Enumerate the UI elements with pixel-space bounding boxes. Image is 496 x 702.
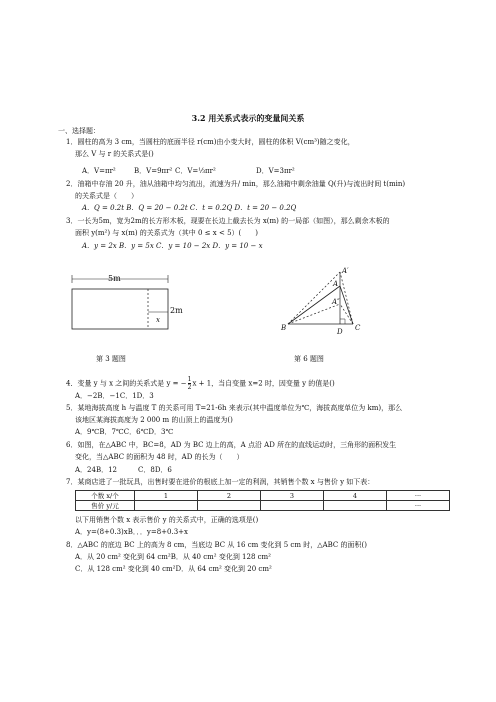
q7-table (75, 490, 450, 511)
fig3-caption: 第 3 题图 (96, 355, 126, 363)
q1-option-c: C．V=⅓πr² (175, 167, 216, 175)
q8-options-ab: A．从 20 cm² 变化到 64 cm²B．从 40 cm² 变化到 128 cm² (75, 553, 271, 561)
q5-stem: 5．某地海拔高度 h 与温度 T 的关系可用 T=21-6h 来表示(其中温度单位为℃，海拔高度单位为 km)，那么 (66, 404, 403, 412)
q3-options: A．y = 2x B．y = 5x C．y = 10 − 2x D．y = 10 − x (82, 242, 263, 250)
label-a-double-prime: A″ (332, 298, 340, 306)
q1-stem-2: 那么 V 与 r 的关系式是() (75, 150, 154, 158)
q4-frac-num: 1 (187, 376, 192, 383)
q3-stem-2: 面积 y(m²) 与 x(m) 的关系式为（其中 0 ≤ x < 5）( ) (75, 229, 258, 237)
q4-frac-den: 2 (187, 384, 192, 391)
q6-stem: 6．如图，在△ABC 中，BC=8，AD 为 BC 边上的高，A 点沿 AD 所在的直线运动时，三角形的面积发生 (66, 441, 397, 449)
label-a: A (333, 280, 339, 288)
q7-stem-2: 以下用销售个数 x 表示售价 y 的关系式中，正确的选项是() (75, 516, 259, 524)
q7-stem: 7．某商店进了一批玩具，出售时要在进价的根底上加一定的利润，其销售个数 x 与售价 y 如下表： (66, 478, 375, 486)
q1-stem: 1．圆柱的高为 3 cm，当圆柱的底面半径 r(cm)由小变大时，圆柱的体积 V(cm³)随之变化， (66, 138, 355, 146)
q7-options: A．y=(8+0.3)xB．．．y=8+0.3+x (75, 528, 188, 536)
q4-stem (66, 376, 335, 391)
q4-options: A．−2B．−1C．1D．3 (75, 392, 154, 400)
fig3-length-label: 5m (108, 274, 121, 283)
q5-stem-2: 该地区某海拔高度为 2 000 m 的山顶上的温度为() (75, 416, 233, 424)
q8-options-cd: C．从 128 cm² 变化到 40 cm²D．从 64 cm² 变化到 20 cm² (75, 565, 272, 573)
label-d: D (337, 328, 343, 336)
figure-6-triangles (278, 264, 368, 336)
q4-stem-post: x + 1，当自变量 x=2 时，因变量 y 的值是() (192, 379, 335, 388)
table-row: 售价 y/元 ··· (76, 501, 450, 511)
table-row: 个数 x/个 1 2 3 4 ··· (76, 491, 450, 501)
q1-option-b: B．V=9πr² (134, 167, 173, 175)
fig3-width-label: 2m (170, 306, 183, 315)
figure-3-rectangle (70, 264, 190, 334)
q2-stem-2: 的关系式是（ ） (75, 192, 138, 200)
q2-options: A．Q = 0.2t B．Q = 20 − 0.2t C．t = 0.2Q D．t = 20 − 0.2Q (82, 204, 297, 212)
q6-options: A．24B．12 C．8D．6 (75, 466, 172, 474)
page-title: 3.2 用关系式表示的变量间关系 (191, 113, 305, 123)
q1-option-a: A．V=πr² (82, 167, 116, 175)
q2-stem: 2．油箱中存油 20 升，油从油箱中均匀流出，流速为升/ min，那么油箱中剩余油量 Q(升)与流出时间 t(min) (66, 180, 406, 188)
q5-options: A．9℃B．7℃C．6℃D．3℃ (75, 428, 174, 436)
label-b: B (281, 324, 287, 332)
fig6-caption: 第 6 题图 (294, 355, 324, 363)
fig3-x-label: x (156, 316, 160, 324)
label-a-prime: A′ (342, 267, 349, 275)
section-heading: 一、选择题： (58, 127, 100, 135)
label-c: C (355, 324, 361, 332)
q6-stem-2: 变化，当△ABC 的面积为 48 时，AD 的长为（ ） (75, 453, 244, 461)
q3-stem: 3．一长为5m，宽为2m的长方形木板，现要在长边上截去长为 x(m) 的一局部（如图），那么剩余木板的 (66, 217, 390, 225)
q4-stem-pre: 4．变量 y 与 x 之间的关系式是 y = − (66, 379, 187, 388)
q4-fraction (188, 376, 192, 391)
q1-option-d: D．V=3πr² (256, 167, 295, 175)
q8-stem: 8．△ABC 的底边 BC 上的高为 8 cm，当底边 BC 从 16 cm 变化到 5 cm 时，△ABC 的面积() (66, 541, 367, 549)
board-rect (72, 289, 168, 329)
